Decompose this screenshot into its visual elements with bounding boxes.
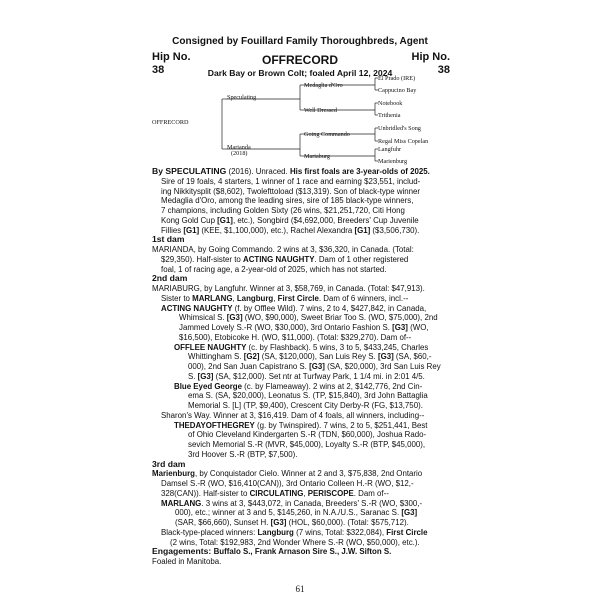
grade-badge: [G2] bbox=[243, 352, 260, 362]
first-dam-line-2-text: $29,350). Half-sister to bbox=[161, 254, 244, 264]
runner-3-line-3: Memorial S. [L] (TP, $9,400), Crescent City Derby-R (FG, $13,750). bbox=[188, 401, 423, 410]
sibling-name: MARLANG bbox=[192, 293, 233, 303]
runner-1-line-2 bbox=[152, 313, 448, 323]
third-dam-text: , by Conquistador Cielo. Winner at 2 and 3, $75,838, 2nd Ontario bbox=[194, 469, 423, 479]
runner-2-line-3 bbox=[152, 362, 448, 372]
runner-5 bbox=[152, 421, 448, 431]
runner-name: OFFLEE NAUGHTY bbox=[174, 342, 247, 352]
catalog-text bbox=[152, 167, 448, 567]
runner-text: (WO, bbox=[407, 323, 429, 332]
pedigree-dss: Unbridled's Song bbox=[378, 125, 421, 132]
sire-by-label: By bbox=[152, 166, 166, 176]
engagements bbox=[152, 547, 448, 557]
pedigree-dds: Langfuhr bbox=[378, 146, 402, 153]
grade-badge: [G3] bbox=[392, 323, 408, 332]
sire-line-6 bbox=[152, 226, 448, 236]
runner-text: Whimsical S. bbox=[179, 313, 227, 323]
pedigree-dam-sire: Going Commando bbox=[304, 131, 350, 138]
runner-text: (SA, $120,000), San Luis Rey S. bbox=[259, 352, 378, 362]
runner-text: (SA, $12,000). Set ntr at Turfway Park, 1 1/4 mi. in 2:01 4/5. bbox=[213, 371, 425, 381]
runner-text: (SA, $20,000), 3rd San Luis Rey bbox=[324, 362, 441, 371]
pedigree-sire-sire: Medaglia d'Oro bbox=[304, 82, 343, 89]
runner-2 bbox=[152, 343, 448, 353]
horse-description: Dark Bay or Brown Colt; foaled April 12, 2024 bbox=[207, 68, 393, 78]
runner-name: THEDAYOFTHEGREY bbox=[174, 420, 255, 430]
runner-3-line-2: ema S. (SA, $20,000), Leonatus S. (TP, $15,840), 3rd John Battaglia bbox=[188, 391, 428, 401]
runner-text: Jammed Lovely S.-R (WO, $30,000), 3rd Ontario Fashion S. bbox=[179, 323, 393, 332]
runner-text: 000), 2nd San Juan Capistrano S. bbox=[188, 362, 310, 371]
hip-number-value-right: 38 bbox=[437, 64, 450, 76]
sire-line-4: 7 champions, including Golden Sixty (26 wins, $21,251,720, Citi Hong bbox=[161, 206, 405, 215]
third-dam-placed bbox=[152, 528, 448, 538]
pedigree-sds: Notebook bbox=[378, 100, 403, 107]
grade-badge: [G3] bbox=[197, 371, 214, 381]
pedigree-dsd: Regal Miss Copelan bbox=[378, 138, 429, 145]
page-number: 61 bbox=[295, 584, 305, 594]
separator: , bbox=[273, 293, 278, 303]
grade-badge: [G3] bbox=[226, 313, 243, 323]
sibling-name: CIRCULATING bbox=[249, 488, 304, 498]
runner-name: Langburg bbox=[257, 527, 294, 537]
runner-2-line-2 bbox=[152, 352, 448, 362]
grade-badge: [G3] bbox=[309, 362, 325, 371]
engagements-label: Engagements: bbox=[152, 546, 214, 557]
pedigree-ssd: Cappucino Bay bbox=[378, 87, 417, 94]
first-dam-line-1: MARIANDA, by Going Commando. 2 wins at 3, $36,320, in Canada. (Total: bbox=[152, 245, 414, 254]
runner-3 bbox=[152, 382, 448, 392]
pedigree-sire-dam: Well Dressed bbox=[304, 107, 338, 114]
second-dam-line-1: MARIABURG, by Langfuhr. Winner at 3, $58,769, in Canada. (Total: $47,913). bbox=[152, 284, 425, 293]
hip-label-left: Hip No. bbox=[152, 51, 191, 63]
sire-highlight: His first foals are 3-year-olds of 2025. bbox=[289, 167, 430, 176]
pedigree-dam-dam: Mariaburg bbox=[304, 153, 331, 160]
pedigree-ddd: Marienburg bbox=[378, 158, 408, 165]
runner-text: (WO, $90,000), Sweet Briar Too S. (WO, $75,000), 2nd bbox=[242, 313, 438, 323]
first-dam-line-3: foal, 1 of racing age, a 2-year-old of 2025, which has not started. bbox=[161, 264, 387, 274]
sire-line-3: Medaglia d'Oro, among the leading sires, sire of 185 black-type winners, bbox=[161, 196, 414, 206]
sire-line-6-text: Fillies bbox=[161, 225, 184, 235]
runner-text: (7 wins, Total: $322,084), bbox=[293, 527, 387, 537]
runner-name: ACTING NAUGHTY bbox=[161, 303, 233, 313]
runner-text: Whittingham S. bbox=[188, 352, 244, 362]
runner-name: Blue Eyed George bbox=[174, 381, 242, 391]
grade-badge: [G1] bbox=[217, 215, 233, 225]
pedigree-dam-year: (2018) bbox=[231, 150, 248, 157]
runner-5-line-4: 3rd Hoover S.-R (BTP, $7,500). bbox=[188, 449, 298, 459]
grade-badge: [G1] bbox=[354, 225, 371, 235]
sire-line-5-rest: , etc.), Songbird ($4,692,000, Breeders' Cup Juvenile bbox=[232, 215, 419, 225]
sire-line-5-text: Kong Gold Cup bbox=[161, 215, 218, 225]
sibling-name: Langburg bbox=[236, 293, 274, 303]
third-dam-name: Marienburg bbox=[152, 469, 195, 479]
sire-name: SPECULATING bbox=[165, 166, 227, 176]
runner-text: S. bbox=[188, 371, 198, 381]
runner-5-line-2: of Ohio Cleveland Kindergarten S.-R (TDN, $60,000), Joshua Rado- bbox=[188, 430, 427, 440]
third-dam-runner-1 bbox=[152, 499, 448, 509]
hip-number-value-left: 38 bbox=[152, 64, 165, 76]
runner-text: (c. by Flameaway). 2 wins at 2, $142,776, 2nd Cin- bbox=[241, 381, 423, 391]
third-dam-runner-1-line-2 bbox=[152, 508, 448, 518]
runner-text: (f. by Offlee Wild). 7 wins, 2 to 4, $427,842, in Canada, bbox=[232, 303, 427, 313]
grade-badge: [G3] bbox=[270, 518, 287, 527]
horse-name: OFFRECORD bbox=[262, 53, 338, 67]
first-dam-line-2 bbox=[152, 255, 448, 265]
sire-section bbox=[152, 167, 448, 177]
runner-4: Sharon's Way. Winner at 3, $16,419. Dam of 4 foals, all winners, including-- bbox=[161, 410, 425, 420]
runner-text: (HOL, $60,000). (Total: $575,712). bbox=[286, 518, 409, 527]
grade-badge: [G1] bbox=[183, 225, 200, 235]
runner-text: (g. by Twinspired). 7 wins, 2 to 5, $251,441, Best bbox=[254, 420, 428, 430]
pedigree-subject: OFFRECORD bbox=[152, 119, 189, 126]
foaled-in: Foaled in Manitoba. bbox=[152, 557, 222, 566]
separator: , bbox=[303, 488, 308, 498]
second-dam-line-2 bbox=[152, 294, 448, 304]
sibling-name: First Circle bbox=[277, 293, 319, 303]
sire-line-6-mid: (KEE, $1,100,000), etc.), Rachel Alexandra bbox=[199, 225, 355, 235]
placed-label: Black-type-placed winners: bbox=[161, 527, 258, 537]
pedigree-dam: Marianda bbox=[227, 144, 251, 151]
third-dam-placed-line-2: (2 wins, Total: $192,983, 2nd Wonder Where S.-R (WO, $50,000), etc.). bbox=[170, 537, 420, 547]
pedigree-sss: El Prado (IRE) bbox=[378, 75, 416, 82]
second-dam-line-2-rest: . Dam of 6 winners, incl.-- bbox=[318, 293, 409, 303]
grade-badge: [G3] bbox=[377, 352, 394, 362]
third-dam-line-3 bbox=[152, 489, 448, 499]
runner-1 bbox=[152, 304, 448, 314]
runner-text: (SA, $60,- bbox=[393, 352, 432, 362]
third-dam-runner-1-line-3 bbox=[152, 518, 448, 528]
hip-label-right: Hip No. bbox=[411, 51, 450, 63]
runner-name: MARLANG bbox=[161, 498, 202, 508]
sire-line-1: Sire of 19 foals, 4 starters, 1 winner of 1 race and earning $23,551, includ- bbox=[161, 176, 421, 186]
sire-summary: (2016). Unraced. bbox=[226, 167, 290, 176]
second-dam-heading: 2nd dam bbox=[152, 273, 188, 284]
runner-text: (SAR, $66,660), Sunset H. bbox=[175, 518, 271, 527]
runner-5-line-3: sevich Memorial S.-R (MVR, $45,000), Loyalty S.-R (BTP, $45,000), bbox=[188, 440, 426, 449]
sibling-name: PERISCOPE bbox=[307, 488, 354, 498]
runner-name: First Circle bbox=[386, 527, 428, 537]
runner-text: 000), etc.; winner at 3 and 5, $145,260, in N.A./U.S., Saranac S. bbox=[175, 508, 402, 518]
runner-2-line-4 bbox=[152, 372, 448, 382]
pedigree-sdd: Trithenia bbox=[378, 112, 401, 119]
first-dam-line-2-rest: . Dam of 1 other registered bbox=[314, 254, 409, 264]
third-dam-text: . Dam of-- bbox=[353, 488, 389, 498]
engagements-text: Buffalo S., Frank Arnason Sire S., J.W. Sifton S. bbox=[213, 547, 392, 557]
runner-1-line-4: $16,500), Etobicoke H. (WO, $11,000). (Total: $329,270). Dam of-- bbox=[179, 332, 412, 342]
sire-line-5 bbox=[152, 216, 448, 226]
consignor-line: Consigned by Fouillard Family Thoroughbreds, Agent bbox=[172, 36, 428, 47]
separator: , bbox=[232, 293, 237, 303]
runner-1-line-3 bbox=[152, 323, 448, 333]
second-dam-line-2-text: Sister to bbox=[161, 293, 193, 303]
third-dam-heading: 3rd dam bbox=[152, 458, 186, 469]
sire-line-6-rest: ($3,506,730). bbox=[370, 225, 420, 235]
pedigree-sire: Speculating bbox=[227, 94, 257, 101]
first-dam-heading: 1st dam bbox=[152, 234, 185, 245]
grade-badge: [G3] bbox=[401, 508, 418, 518]
runner-text: (c. by Flashback). 5 wins, 3 to 5, $433,245, Charles bbox=[246, 342, 429, 352]
sire-line-2: ing Nikkitysplit ($8,602), Twolefttoload ($13,319). Son of black-type winner bbox=[161, 186, 421, 196]
third-dam-line-1 bbox=[152, 469, 448, 479]
first-dam-sibling: ACTING NAUGHTY bbox=[243, 254, 315, 264]
third-dam-line-2: Damsel S.-R (WO, $16,410(CAN)), 3rd Ontario Colleen H.-R (WO, $12,- bbox=[161, 479, 414, 488]
third-dam-text: 328(CAN)). Half-sister to bbox=[161, 488, 250, 498]
runner-text: . 3 wins at 3, $443,072, in Canada, Breeders' S.-R (WO, $300,- bbox=[201, 498, 423, 508]
